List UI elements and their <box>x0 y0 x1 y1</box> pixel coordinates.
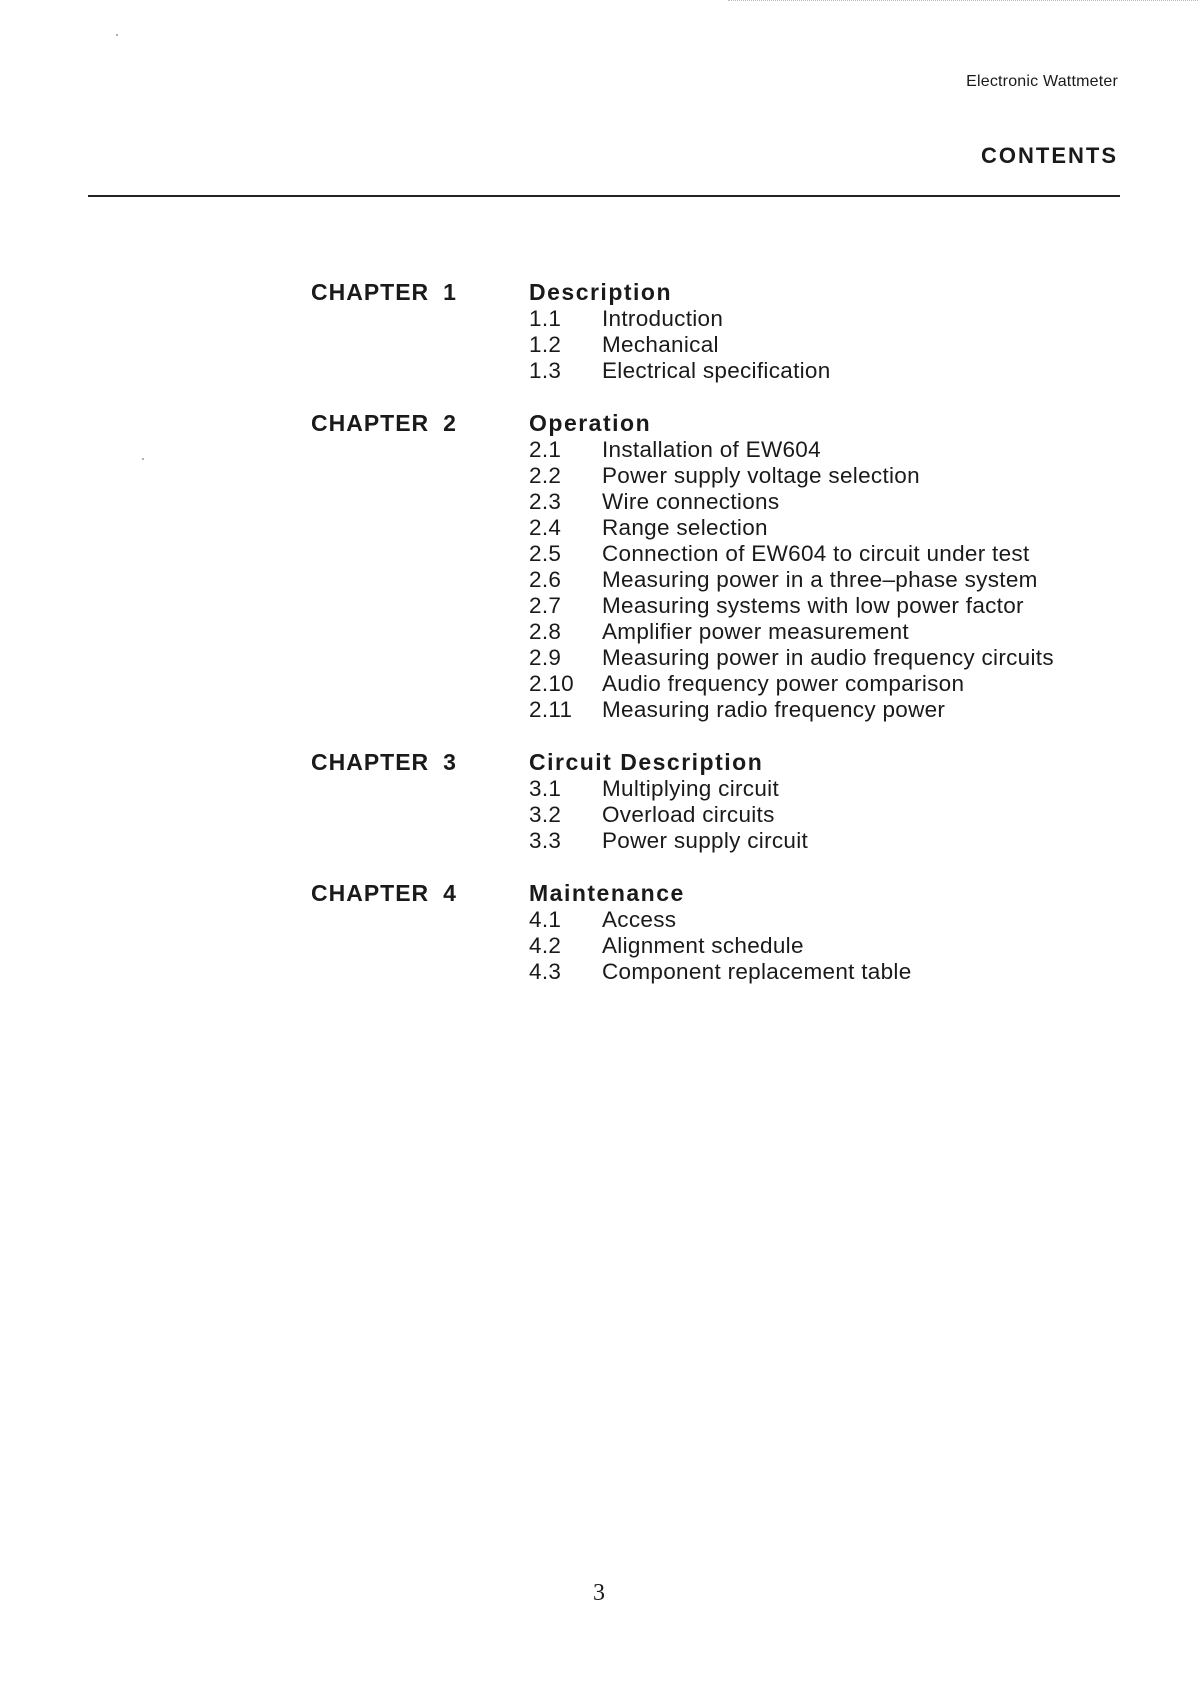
chapter-word: CHAPTER <box>311 410 430 436</box>
chapter-number: 3 <box>443 749 457 775</box>
header-rule <box>88 195 1120 197</box>
section-title: Alignment schedule <box>602 933 804 958</box>
section-title: Wire connections <box>602 489 780 514</box>
section-number: 4.1 <box>529 907 562 932</box>
chapter-label <box>311 278 529 384</box>
toc-entry <box>529 619 1111 645</box>
chapter-title: Operation <box>529 410 652 436</box>
section-title: Measuring power in audio frequency circuits <box>602 645 1054 670</box>
section-title: Mechanical <box>602 332 719 357</box>
toc-entry <box>529 515 1111 541</box>
toc-entry <box>529 306 1111 332</box>
chapter-label <box>311 879 529 985</box>
toc-chapter <box>311 879 1111 985</box>
chapter-label <box>311 748 529 854</box>
toc-chapter <box>311 409 1111 723</box>
chapter-word: CHAPTER <box>311 880 430 906</box>
toc-entry <box>529 358 1111 384</box>
scan-speck <box>116 34 118 36</box>
page-number: 3 <box>593 1580 605 1606</box>
section-number: 3.3 <box>529 828 562 853</box>
scan-speck <box>142 458 144 460</box>
section-number: 2.3 <box>529 489 562 514</box>
toc-entry <box>529 541 1111 567</box>
section-number: 2.1 <box>529 437 562 462</box>
chapter-number: 1 <box>443 279 457 305</box>
chapter-title: Description <box>529 279 673 305</box>
toc-entry <box>529 697 1111 723</box>
running-head: Electronic Wattmeter <box>966 73 1118 90</box>
chapter-word: CHAPTER <box>311 749 430 775</box>
section-title: Amplifier power measurement <box>602 619 909 644</box>
section-number: 3.2 <box>529 802 562 827</box>
chapter-title: Circuit Description <box>529 749 764 775</box>
chapter-contents <box>529 278 1111 384</box>
section-title: Connection of EW604 to circuit under test <box>602 541 1030 566</box>
section-title: Range selection <box>602 515 768 540</box>
toc-entry <box>529 332 1111 358</box>
chapter-contents <box>529 409 1111 723</box>
section-number: 3.1 <box>529 776 562 801</box>
section-title: Multiplying circuit <box>602 776 779 801</box>
chapter-number: 4 <box>443 880 457 906</box>
section-number: 2.11 <box>529 697 573 722</box>
toc-chapter <box>311 278 1111 384</box>
section-number: 1.2 <box>529 332 562 357</box>
section-number: 2.5 <box>529 541 562 566</box>
section-title: Installation of EW604 <box>602 437 821 462</box>
page-title: CONTENTS <box>981 143 1118 168</box>
section-number: 2.6 <box>529 567 562 592</box>
toc-entry <box>529 593 1111 619</box>
chapter-contents <box>529 879 1111 985</box>
section-number: 2.2 <box>529 463 562 488</box>
section-number: 2.4 <box>529 515 562 540</box>
toc-entry <box>529 933 1111 959</box>
toc-entry <box>529 567 1111 593</box>
toc-entry <box>529 776 1111 802</box>
section-title: Introduction <box>602 306 724 331</box>
section-title: Overload circuits <box>602 802 775 827</box>
toc-entry <box>529 437 1111 463</box>
section-title: Electrical specification <box>602 358 831 383</box>
section-number: 2.9 <box>529 645 562 670</box>
section-title: Audio frequency power comparison <box>602 671 965 696</box>
toc-entry <box>529 802 1111 828</box>
toc-entry <box>529 907 1111 933</box>
section-title: Measuring radio frequency power <box>602 697 946 722</box>
section-title: Component replacement table <box>602 959 912 984</box>
toc-entry <box>529 828 1111 854</box>
section-number: 1.3 <box>529 358 562 383</box>
chapter-contents <box>529 748 1111 854</box>
section-number: 4.2 <box>529 933 562 958</box>
chapter-label <box>311 409 529 723</box>
toc-chapter <box>311 748 1111 854</box>
section-number: 2.7 <box>529 593 562 618</box>
toc-entry <box>529 959 1111 985</box>
section-title: Access <box>602 907 677 932</box>
section-title: Measuring systems with low power factor <box>602 593 1024 618</box>
section-title: Power supply voltage selection <box>602 463 920 488</box>
table-of-contents <box>311 278 1111 1010</box>
toc-entry <box>529 645 1111 671</box>
section-title: Power supply circuit <box>602 828 809 853</box>
chapter-number: 2 <box>443 410 457 436</box>
toc-entry <box>529 671 1111 697</box>
toc-entry <box>529 489 1111 515</box>
chapter-title: Maintenance <box>529 880 685 906</box>
scan-artifact <box>728 0 1198 3</box>
section-number: 2.10 <box>529 671 574 696</box>
chapter-word: CHAPTER <box>311 279 430 305</box>
section-number: 4.3 <box>529 959 562 984</box>
section-title: Measuring power in a three–phase system <box>602 567 1038 592</box>
toc-entry <box>529 463 1111 489</box>
section-number: 1.1 <box>529 306 562 331</box>
section-number: 2.8 <box>529 619 562 644</box>
